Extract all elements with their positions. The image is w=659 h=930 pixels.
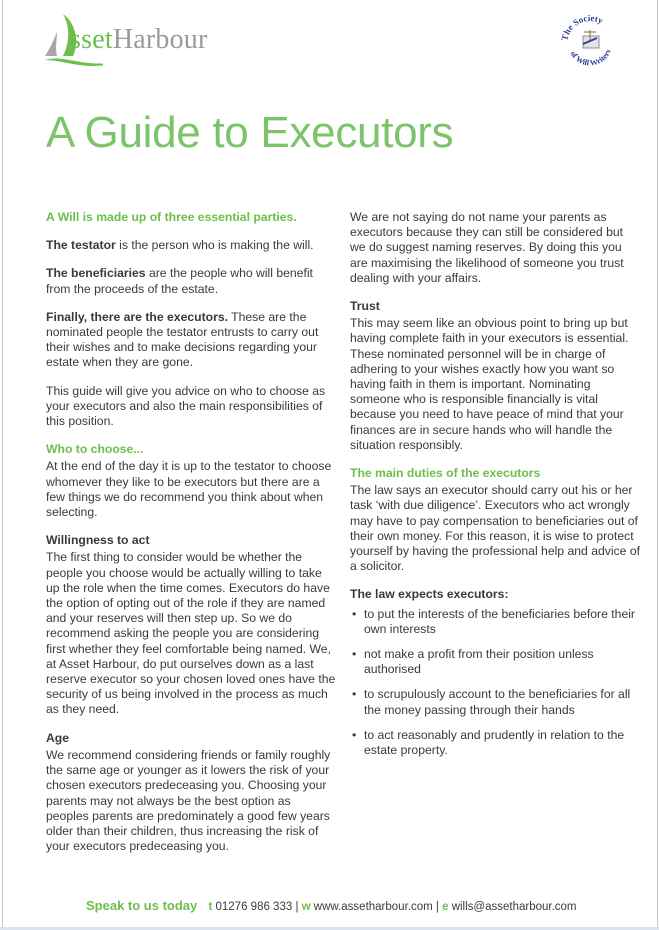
trust-paragraph: This may seem like an obvious point to bring up but having complete faith in your executors is essential. These nominated personnel will be in charge of adhering to your wishes exactly how you want so having faith in them is important. Nominating someone who is responsible financially is vital because you need to have peace of mind that your finances are in secure hands who will handle the situation responsibly. <box>350 316 629 452</box>
list-item-text: to put the interests of the beneficiaries before their own interests <box>364 606 635 636</box>
beneficiaries-text: are the people who will benefit from the proceeds of the estate. <box>46 266 313 296</box>
duties-paragraph: The law says an executor should carry out his or her task ‘with due diligence’. Executors who act wrongly may have to pay compensation to beneficiaries out of their own money. For this reason, it is wise to protect yourself by having the professional help and advice of a solicitor. <box>350 483 640 574</box>
list-item <box>350 687 640 717</box>
svg-text:The Society: The Society <box>559 12 605 42</box>
guide-paragraph: This guide will give you advice on who to choose as your executors and also the main responsibilities of this position. <box>46 383 326 429</box>
willingness-paragraph: The first thing to consider would be whether the people you choose would be actually willing to take up the role when the time comes. Executors do have the option of opting out of the role if they are named and your reserves will then step up. So we do recommend asking the people you are considering first whether they feel comfortable being named. We, at Asset Harbour, do put ourselves down as a last reserve executor so your chosen loved ones have the security of us being involved in the process as much as they need. <box>46 550 336 717</box>
willingness-heading: Willingness to act <box>46 533 150 548</box>
beneficiaries-term: The beneficiaries <box>46 266 146 281</box>
svg-text:of Will Writers: of Will Writers <box>568 47 613 68</box>
society-of-will-writers-seal-icon <box>557 8 623 74</box>
page-title: A Guide to Executors <box>46 108 454 157</box>
who-to-choose-paragraph: At the end of the day it is up to the testator to choose whomever they like to be executors but there are a few things we do recommend you think about when selecting. <box>46 459 332 520</box>
contact-footer <box>86 898 577 913</box>
list-item-text: to act reasonably and prudently in relation to the estate property. <box>364 727 625 758</box>
email-link[interactable]: wills@assetharbour.com <box>451 901 577 913</box>
phone-label: t <box>208 901 213 913</box>
logo-wordmark-gray: Harbour <box>112 24 208 55</box>
age-paragraph: We recommend considering friends or family roughly the same age or younger as it lowers the risk of your chosen executors predeceasing you. Choosing your parents may not always be the best option as peoples parents are predominately a good few years older than their children, thus increasing the risk of your executors predeceasing you. <box>46 747 331 854</box>
list-item-text: not make a profit from their position unless authorised <box>364 647 594 677</box>
executors-text: These are the nominated people the testator entrusts to carry out their wishes and to make decisions regarding your estate when they are gone. <box>46 309 319 370</box>
parents-paragraph: We are not saying do not name your parents as executors because they can still be considered but we do suggest naming reserves. By doing this you are maximising the likelihood of someone you trust dealing with your affairs. <box>350 210 624 285</box>
testator-text: is the person who is making the will. <box>115 238 314 253</box>
executors-paragraph <box>46 310 336 371</box>
testator-term: The testator <box>46 238 116 253</box>
website-link[interactable]: www.assetharbour.com <box>313 901 433 913</box>
duties-heading: The main duties of the executors <box>350 466 541 481</box>
beneficiaries-paragraph <box>46 266 336 296</box>
law-expects-list <box>350 607 640 759</box>
footer-cta: Speak to us today <box>86 898 198 913</box>
who-to-choose-heading: Who to choose... <box>46 442 144 457</box>
law-expects-heading: The law expects executors: <box>350 587 509 602</box>
list-item <box>350 728 640 758</box>
bullet-icon: • <box>352 606 357 621</box>
bullet-icon: • <box>352 647 357 662</box>
phone-number[interactable]: 01276 986 333 <box>215 901 293 913</box>
right-column <box>350 210 640 768</box>
list-item-text: to scrupulously account to the beneficiaries for all the money passing through their hands <box>364 687 631 717</box>
logo-wordmark <box>70 24 208 56</box>
logo-wordmark-green: sset <box>70 24 113 55</box>
document-page <box>2 0 658 927</box>
testator-paragraph <box>46 238 336 253</box>
web-label: w <box>301 901 311 913</box>
list-item <box>350 647 640 677</box>
trust-heading: Trust <box>350 299 380 314</box>
age-heading: Age <box>46 730 70 745</box>
asset-harbour-logo <box>43 10 263 70</box>
list-item <box>350 607 640 637</box>
bullet-icon: • <box>352 687 357 702</box>
email-label: e <box>442 901 449 913</box>
left-column <box>46 210 336 867</box>
executors-term: Finally, there are the executors. <box>46 309 228 324</box>
separator: | <box>432 901 443 913</box>
separator: | <box>292 901 302 913</box>
intro-heading: A Will is made up of three essential parties. <box>46 210 297 224</box>
bullet-icon: • <box>352 727 357 742</box>
